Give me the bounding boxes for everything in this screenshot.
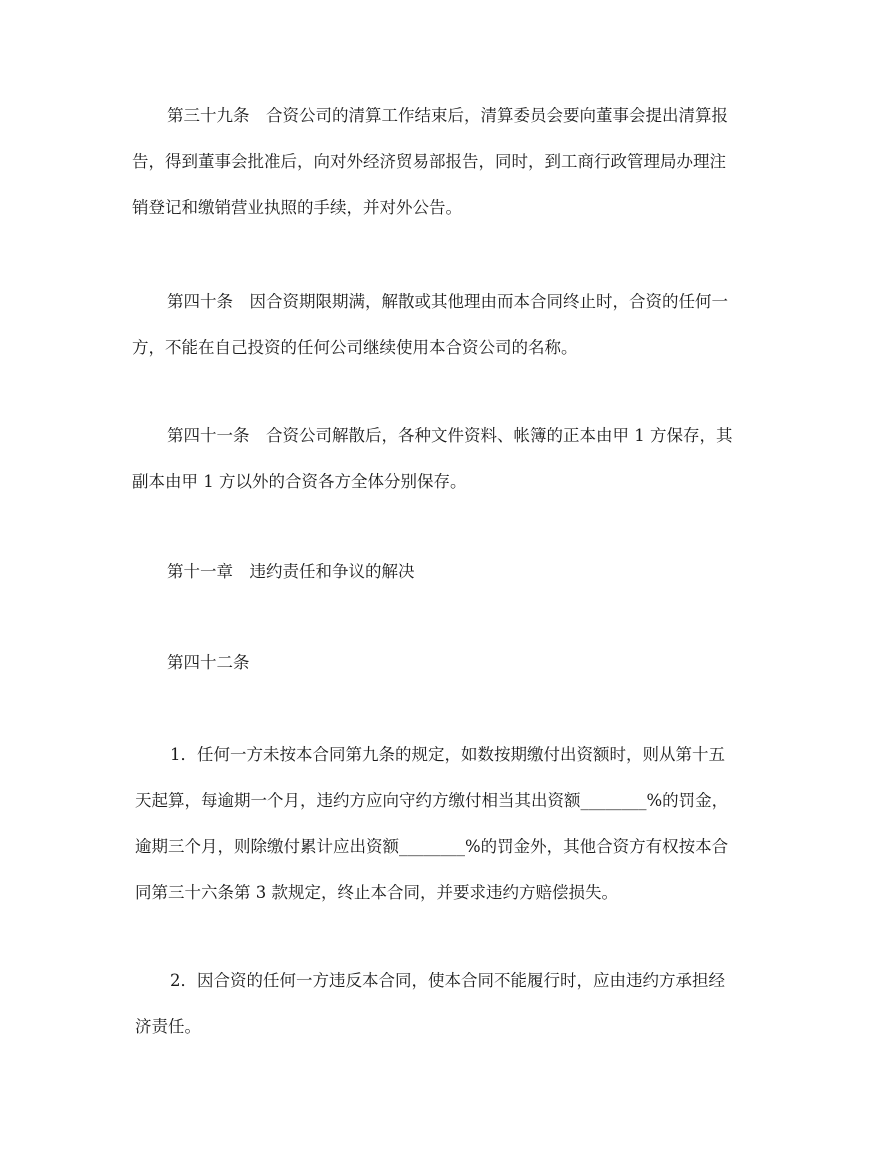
chapter-11-heading (167, 549, 775, 595)
text-line: 第十一章 违约责任和争议的解决 (167, 562, 415, 581)
text-line: 副本由甲 1 方以外的合资各方全体分别保存。 (132, 472, 467, 491)
article-41-paragraph (132, 413, 775, 505)
article-42-clause-1 (135, 732, 778, 916)
text-line: 第四十二条 (167, 653, 250, 672)
text-line: 逾期三个月，则除缴付累计应出资额________%的罚金外，其他合资方有权按本合 (135, 837, 729, 856)
text-line: 1．任何一方未按本合同第九条的规定，如数按期缴付出资额时，则从第十五 (170, 745, 725, 764)
article-42-clause-2 (135, 958, 778, 1050)
text-line: 同第三十六条第 3 款规定，终止本合同，并要求违约方赔偿损失。 (135, 883, 618, 902)
article-39-paragraph (132, 93, 775, 231)
text-line: 销登记和缴销营业执照的手续，并对外公告。 (132, 198, 462, 217)
text-line: 济责任。 (135, 1017, 201, 1036)
text-line: 天起算，每逾期一个月，违约方应向守约方缴付相当其出资额________%的罚金， (135, 791, 729, 810)
text-line: 第三十九条 合资公司的清算工作结束后，清算委员会要向董事会提出清算报 (167, 106, 728, 125)
text-line: 方，不能在自己投资的任何公司继续使用本合资公司的名称。 (132, 338, 578, 357)
article-42-heading (167, 640, 775, 686)
text-line: 第四十条 因合资期限期满，解散或其他理由而本合同终止时，合资的任何一 (167, 292, 728, 311)
text-line: 第四十一条 合资公司解散后，各种文件资料、帐簿的正本由甲 1 方保存，其 (167, 426, 733, 445)
text-line: 2．因合资的任何一方违反本合同，使本合同不能履行时，应由违约方承担经 (170, 971, 725, 990)
article-40-paragraph (132, 279, 775, 371)
text-line: 告，得到董事会批准后，向对外经济贸易部报告，同时，到工商行政管理局办理注 (132, 152, 726, 171)
